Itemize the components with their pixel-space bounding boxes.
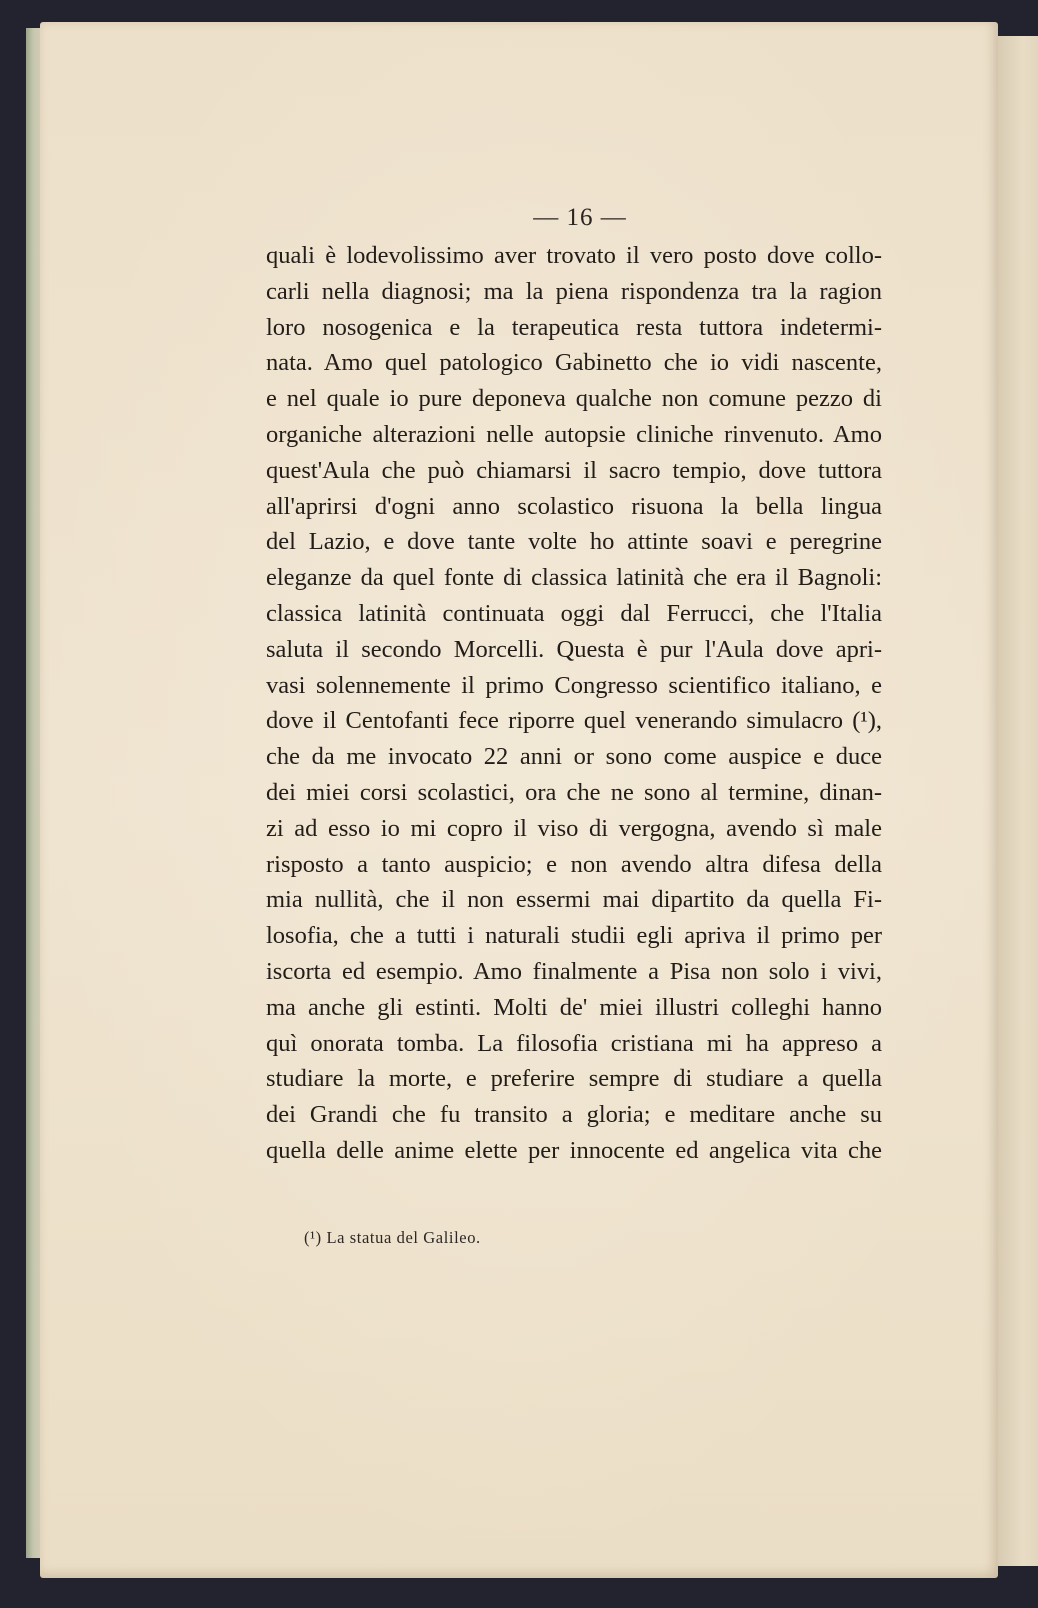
text-line: quali è lodevolissimo aver trovato il vero posto dove collo-: [266, 242, 882, 269]
text-line: classica latinità continuata oggi dal Ferrucci, che l'Italia: [266, 599, 882, 627]
page-number: — 16 —: [533, 204, 627, 231]
text-line: studiare la morte, e preferire sempre di studiare a quella: [266, 1065, 882, 1093]
text-line: losofia, che a tutti i naturali studii egli apriva il primo per: [266, 922, 882, 950]
text-line: risposto a tanto auspicio; e non avendo altra difesa della: [266, 850, 882, 878]
text-line: dei miei corsi scolastici, ora che ne sono al termine, dinan-: [266, 778, 882, 806]
text-line: vasi solennemente il primo Congresso scientifico italiano, e: [266, 671, 882, 699]
text-line: carli nella diagnosi; ma la piena rispondenza tra la ragion: [266, 277, 882, 305]
body-text: [266, 238, 882, 1169]
text-line: dei Grandi che fu transito a gloria; e meditare anche su: [266, 1101, 882, 1129]
text-line: organiche alterazioni nelle autopsie cliniche rinvenuto. Amo: [266, 420, 882, 448]
text-line: del Lazio, e dove tante volte ho attinte soavi e peregrine: [266, 528, 882, 556]
text-line: loro nosogenica e la terapeutica resta tuttora indetermi-: [266, 313, 882, 341]
text-line: che da me invocato 22 anni or sono come auspice e duce: [266, 743, 882, 771]
text-line: saluta il secondo Morcelli. Questa è pur l'Aula dove apri-: [266, 635, 882, 663]
text-line: quest'Aula che può chiamarsi il sacro tempio, dove tuttora: [266, 456, 882, 484]
text-line: eleganze da quel fonte di classica latinità che era il Bagnoli:: [266, 564, 882, 592]
text-line: all'aprirsi d'ogni anno scolastico risuona la bella lingua: [266, 492, 882, 520]
text-line: quì onorata tomba. La filosofia cristiana mi ha appreso a: [266, 1029, 882, 1057]
adjacent-page-edge: [996, 36, 1038, 1566]
text-line: e nel quale io pure deponeva qualche non comune pezzo di: [266, 385, 882, 413]
text-line: zi ad esso io mi copro il viso di vergogna, avendo sì male: [266, 814, 882, 842]
text-line: mia nullità, che il non essermi mai dipartito da quella Fi-: [266, 886, 882, 914]
text-line: iscorta ed esempio. Amo finalmente a Pisa non solo i vivi,: [266, 957, 882, 985]
footnote: (¹) La statua del Galileo.: [304, 1228, 481, 1247]
text-line: nata. Amo quel patologico Gabinetto che io vidi nascente,: [266, 349, 882, 377]
text-line: ma anche gli estinti. Molti de' miei illustri colleghi hanno: [266, 993, 882, 1021]
text-line: dove il Centofanti fece riporre quel venerando simulacro (¹),: [266, 707, 882, 735]
text-line: quella delle anime elette per innocente ed angelica vita che: [266, 1136, 882, 1164]
